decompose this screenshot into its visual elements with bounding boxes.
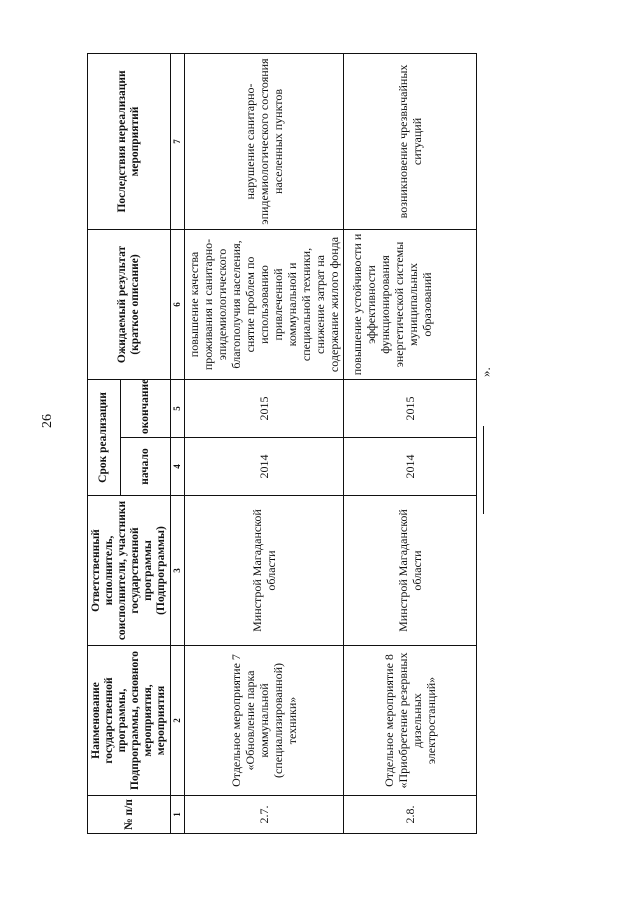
row-end: 2015 [344,379,477,437]
row-executor: Минстрой Магаданской области [185,496,344,646]
closing-mark: ». [478,367,493,377]
page-number: 26 [40,414,55,428]
column-number: 1 [171,796,185,834]
table-row [185,53,344,833]
row-start: 2014 [344,438,477,496]
row-result: повышение качества проживания и санитарно-эпидемиологического благополучия населения, снятие проблем по использованию привлеченной коммунальной и специальной техники, снижение затрат на содержание жилого фонда [185,229,344,379]
row-consequence: нарушение санитарно-эпидемиологического состояния населенных пунктов [185,53,344,229]
row-name: Отдельное мероприятие 8 «Приобретение резервных дизельных электростанций» [344,646,477,796]
header-executor: Ответственный исполнитель, соисполнители, участники государственной программы (Подпрограммы) [88,496,171,646]
column-number-row [171,53,185,833]
row-end: 2015 [185,379,344,437]
table-row [344,53,477,833]
program-measures-table [87,53,477,834]
header-end: окончание [120,379,170,437]
column-number: 2 [171,646,185,796]
column-number: 5 [171,379,185,437]
header-consequence: Последствия нереализации мероприятий [88,53,171,229]
rotated-table-container [87,54,457,834]
row-consequence: возникновение чрезвычайных ситуаций [344,53,477,229]
row-num: 2.7. [185,796,344,834]
header-name: Наименование государственной программы, Подпрограммы, основного мероприятия, мероприятия [88,646,171,796]
row-num: 2.8. [344,796,477,834]
closing-underline [483,426,484,514]
column-number: 4 [171,438,185,496]
header-period: Срок реализации [88,379,121,495]
row-executor: Минстрой Магаданской области [344,496,477,646]
column-number: 7 [171,53,185,229]
header-result: Ожидаемый результат (краткое описание) [88,229,171,379]
header-start: начало [120,438,170,496]
column-number: 3 [171,496,185,646]
column-number: 6 [171,229,185,379]
row-name: Отдельное мероприятие 7 «Обновление парка коммунальной (специализированной) техники» [185,646,344,796]
header-num: № п/п [88,796,171,834]
row-result: повышение устойчивости и эффективности функционирования энергетической системы муниципальных образований [344,229,477,379]
row-start: 2014 [185,438,344,496]
